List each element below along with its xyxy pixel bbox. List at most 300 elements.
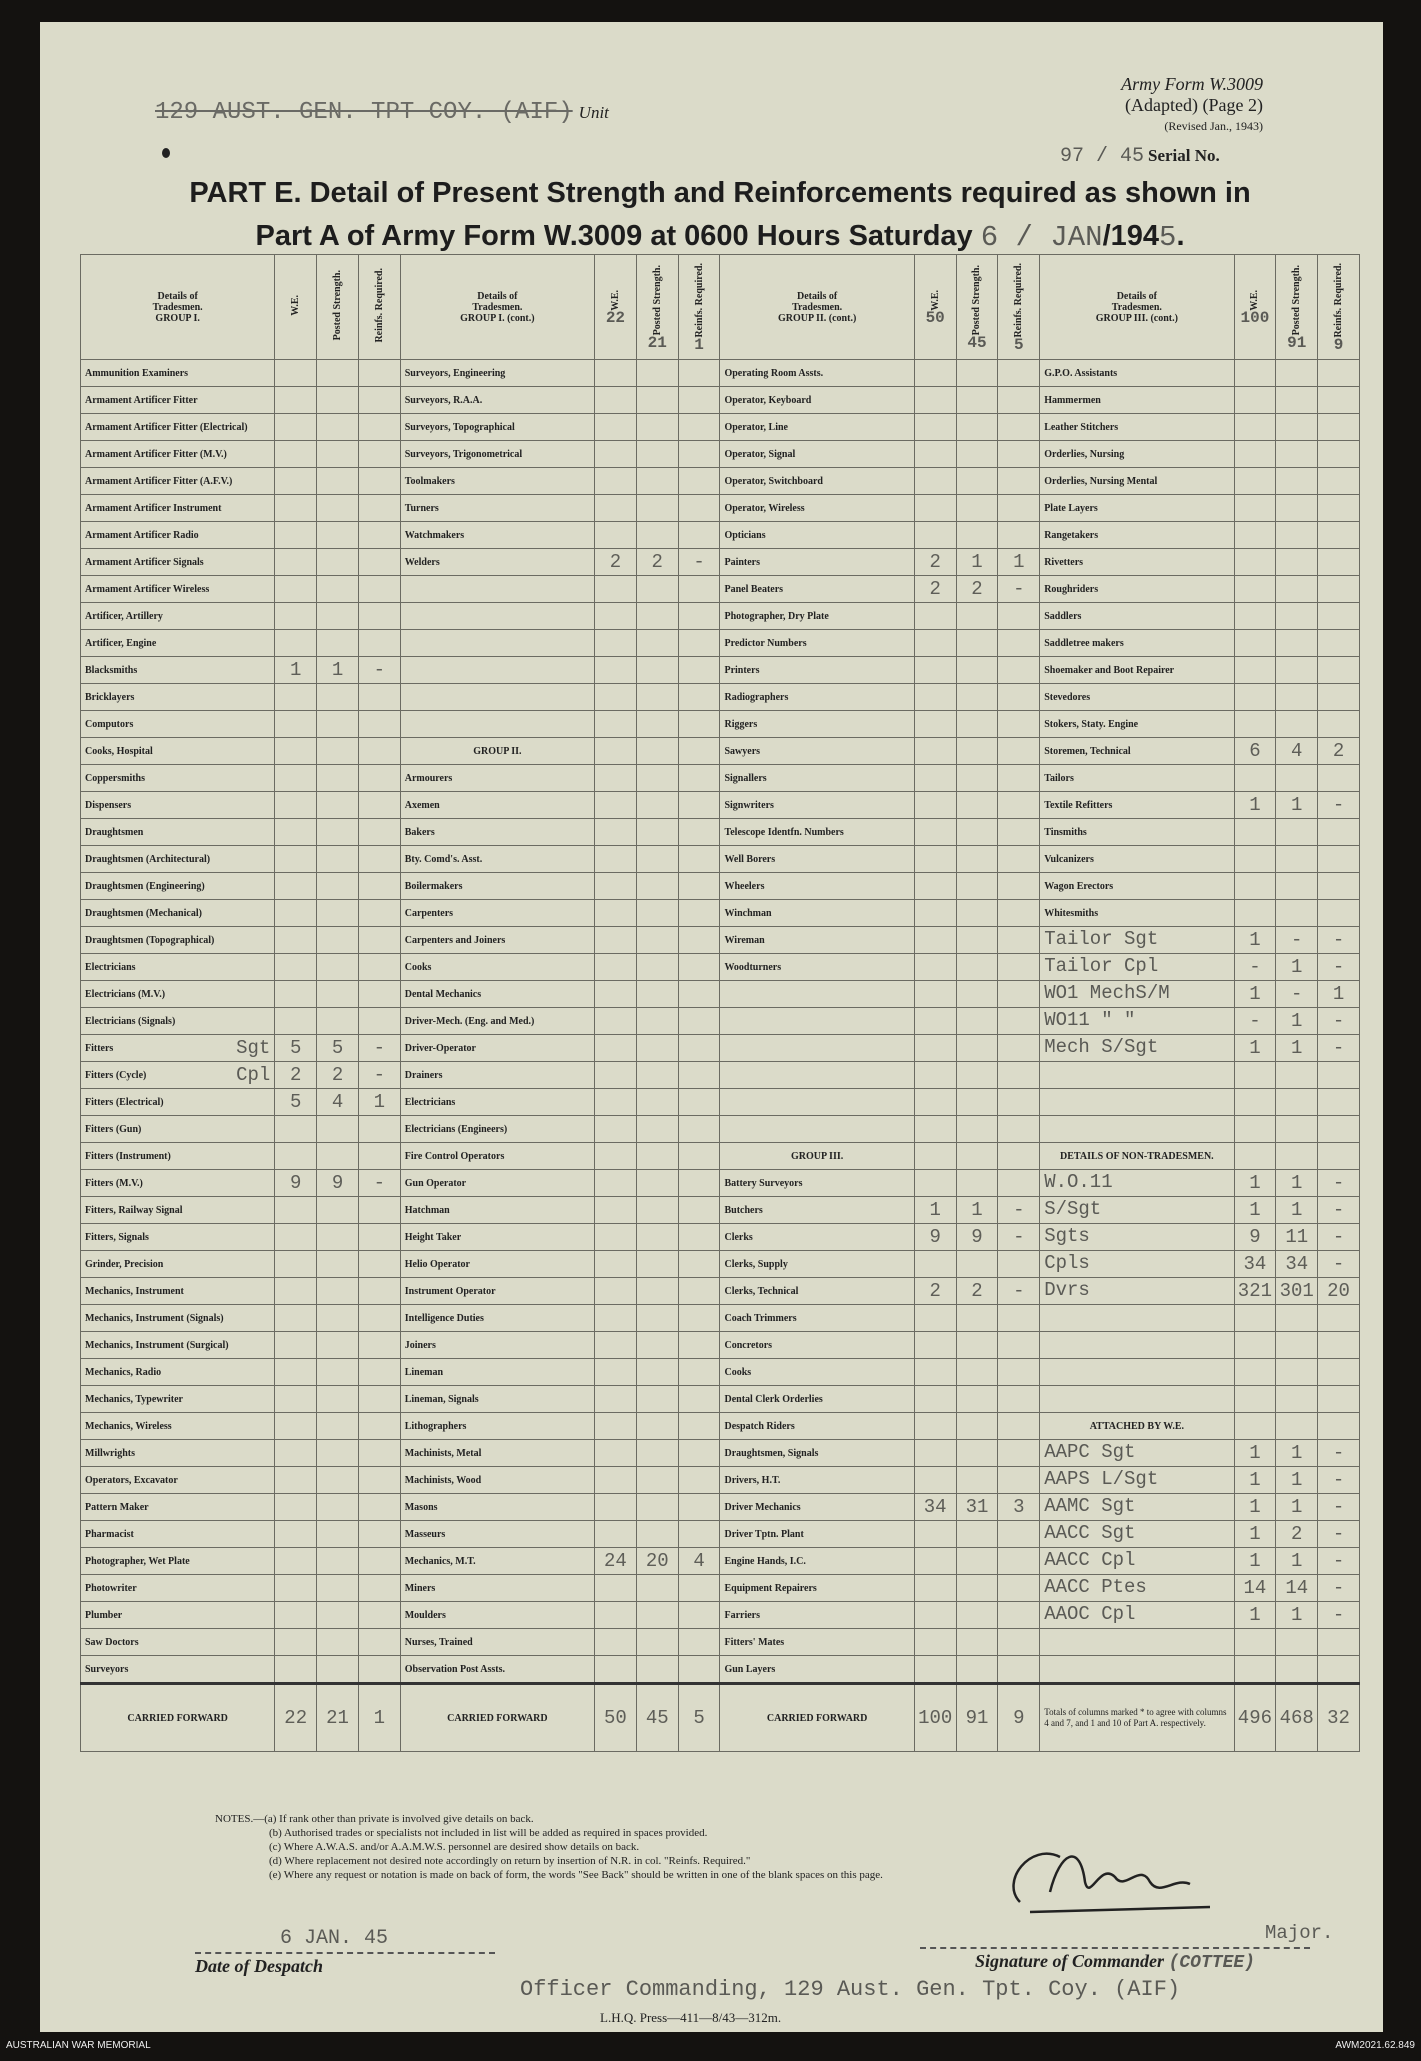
reinfs-value: [998, 657, 1040, 684]
trade-cell: Electricians: [81, 954, 275, 981]
we-value: [914, 1413, 956, 1440]
posted-value: [956, 1656, 998, 1684]
trade-cell: Carpenters: [400, 900, 594, 927]
posted-value: [1276, 1305, 1318, 1332]
reinfs-value: [998, 1008, 1040, 1035]
we-value: [595, 630, 637, 657]
we-value: [275, 873, 317, 900]
table-row: [81, 1602, 1360, 1629]
table-row: [81, 1035, 1360, 1062]
we-value: [1234, 684, 1276, 711]
despatch-date: 6 JAN. 45: [280, 1927, 389, 1950]
archive-left: AUSTRALIAN WAR MEMORIAL: [6, 2040, 151, 2051]
reinfs-value: [358, 1143, 400, 1170]
typed-entry: Tailor Sgt: [1044, 927, 1159, 950]
trade-cell: Lineman: [400, 1359, 594, 1386]
note-line: (b) Authorised trades or specialists not included in list will be added as required in spaces provided.: [269, 1827, 708, 1839]
we-value: 2: [914, 1278, 956, 1305]
carried-forward-label: CARRIED FORWARD: [400, 1684, 594, 1752]
reinfs-value: [358, 1197, 400, 1224]
we-value: [914, 1170, 956, 1197]
we-value: [595, 1305, 637, 1332]
trade-cell: [1040, 1278, 1234, 1305]
reinfs-value: [998, 846, 1040, 873]
typed-entry: Mech S/Sgt: [1044, 1035, 1159, 1058]
posted-value: [636, 1575, 678, 1602]
reinfs-value: [678, 900, 720, 927]
posted-value: [636, 360, 678, 387]
we-value: 1: [1234, 1440, 1276, 1467]
trade-cell: [1040, 1035, 1234, 1062]
we-value: [595, 846, 637, 873]
posted-grand-total: 468: [1276, 1684, 1318, 1752]
signature-block: [920, 1947, 1310, 1973]
head-group2-cont: Details of Tradesmen. GROUP II. (cont.): [720, 255, 914, 360]
posted-value: [956, 1602, 998, 1629]
posted-value: 1: [956, 549, 998, 576]
reinfs-value: [678, 1440, 720, 1467]
trade-cell: Surveyors, Engineering: [400, 360, 594, 387]
trade-cell: Turners: [400, 495, 594, 522]
trade-cell: Masseurs: [400, 1521, 594, 1548]
reinfs-value: [1318, 387, 1360, 414]
trade-cell: Draughtsmen (Architectural): [81, 846, 275, 873]
we-value: [595, 981, 637, 1008]
reinfs-value: [678, 1521, 720, 1548]
trade-cell: Tinsmiths: [1040, 819, 1234, 846]
trade-cell: Welders: [400, 549, 594, 576]
posted-value: [636, 1656, 678, 1684]
we-value: [914, 495, 956, 522]
trade-cell: Operators, Excavator: [81, 1467, 275, 1494]
we-value: [595, 1359, 637, 1386]
typed-rank: Cpl: [236, 1063, 271, 1086]
posted-value: [956, 981, 998, 1008]
posted-value: [956, 846, 998, 873]
we-value: [275, 549, 317, 576]
we-value: [595, 900, 637, 927]
posted-value: [956, 468, 998, 495]
posted-value: [317, 873, 359, 900]
table-row: [81, 1278, 1360, 1305]
posted-value: [956, 1143, 998, 1170]
trade-cell: [720, 1062, 914, 1089]
posted-value: [956, 1467, 998, 1494]
reinfs-total: 1: [358, 1684, 400, 1752]
trade-cell: [720, 1089, 914, 1116]
we-value: [595, 1629, 637, 1656]
reinfs-value: -: [358, 657, 400, 684]
we-value: [1234, 495, 1276, 522]
we-value: [595, 1089, 637, 1116]
posted-value: [317, 1143, 359, 1170]
trade-cell: Orderlies, Nursing Mental: [1040, 468, 1234, 495]
we-value: [595, 1278, 637, 1305]
notes-block: [215, 1812, 883, 1882]
posted-value: [1276, 360, 1318, 387]
we-value: 1: [914, 1197, 956, 1224]
we-value: [275, 495, 317, 522]
we-value: [275, 1116, 317, 1143]
we-value: [275, 414, 317, 441]
we-value: [914, 765, 956, 792]
we-value: [275, 981, 317, 1008]
we-value: [914, 441, 956, 468]
we-value: [1234, 765, 1276, 792]
reinfs-value: -: [1318, 1440, 1360, 1467]
reinfs-value: [358, 1602, 400, 1629]
posted-value: [956, 1062, 998, 1089]
posted-value: [1276, 657, 1318, 684]
reinfs-value: [678, 576, 720, 603]
table-row: [81, 468, 1360, 495]
we-value: [275, 1251, 317, 1278]
reinfs-value: [358, 1467, 400, 1494]
typed-entry: S/Sgt: [1044, 1197, 1102, 1220]
archive-right: AWM2021.62.849: [1335, 2040, 1415, 2051]
posted-value: [317, 1656, 359, 1684]
trade-cell: Machinists, Wood: [400, 1467, 594, 1494]
officer-commanding: Officer Commanding, 129 Aust. Gen. Tpt. Coy. (AIF): [520, 1977, 1181, 2002]
trade-cell: [1040, 1359, 1234, 1386]
posted-value: 14: [1276, 1575, 1318, 1602]
posted-value: [1276, 1413, 1318, 1440]
posted-value: [1276, 549, 1318, 576]
trade-cell: Fire Control Operators: [400, 1143, 594, 1170]
trade-cell: Armament Artificer Signals: [81, 549, 275, 576]
posted-value: [1276, 819, 1318, 846]
trade-cell: Engine Hands, I.C.: [720, 1548, 914, 1575]
trade-cell: Blacksmiths: [81, 657, 275, 684]
we-value: [1234, 1629, 1276, 1656]
posted-value: [636, 522, 678, 549]
we-value: [1234, 1089, 1276, 1116]
trade-cell: Fitters, Signals: [81, 1224, 275, 1251]
posted-value: [956, 630, 998, 657]
reinfs-value: [678, 1359, 720, 1386]
table-row: [81, 1575, 1360, 1602]
reinfs-value: [998, 1089, 1040, 1116]
reinfs-value: [1318, 1413, 1360, 1440]
we-value: [914, 1359, 956, 1386]
posted-value: 34: [1276, 1251, 1318, 1278]
trade-cell: [400, 576, 594, 603]
reinfs-value: [1318, 1305, 1360, 1332]
note-line: (c) Where A.W.A.S. and/or A.A.M.W.S. personnel are desired show details on back.: [269, 1841, 640, 1853]
reinfs-value: [998, 1575, 1040, 1602]
posted-value: [636, 1035, 678, 1062]
we-value: [914, 1521, 956, 1548]
we-value: [595, 360, 637, 387]
posted-value: [636, 1467, 678, 1494]
reinfs-value: [678, 1143, 720, 1170]
trade-cell: DETAILS OF NON-TRADESMEN.: [1040, 1143, 1234, 1170]
trade-cell: [1040, 1575, 1234, 1602]
table-row: [81, 1494, 1360, 1521]
reinfs-value: [678, 873, 720, 900]
we-value: [1234, 1332, 1276, 1359]
reinfs-value: [358, 603, 400, 630]
we-value: [275, 927, 317, 954]
table-row: [81, 792, 1360, 819]
posted-value: [956, 1440, 998, 1467]
posted-value: [1276, 1386, 1318, 1413]
carried-forward-label: CARRIED FORWARD: [81, 1684, 275, 1752]
we-value: 1: [1234, 1170, 1276, 1197]
posted-value: [636, 1386, 678, 1413]
reinfs-value: [358, 576, 400, 603]
posted-value: 1: [1276, 1548, 1318, 1575]
reinfs-value: [358, 522, 400, 549]
trade-cell: [400, 684, 594, 711]
typed-entry: Tailor Cpl: [1044, 954, 1159, 977]
reinfs-value: [358, 1224, 400, 1251]
trade-cell: Driver-Mech. (Eng. and Med.): [400, 1008, 594, 1035]
we-value: [1234, 630, 1276, 657]
reinfs-value: [998, 603, 1040, 630]
we-value: [914, 468, 956, 495]
posted-total: 21: [317, 1684, 359, 1752]
reinfs-value: [1318, 495, 1360, 522]
posted-value: [956, 360, 998, 387]
posted-value: [1276, 1116, 1318, 1143]
posted-value: [317, 1548, 359, 1575]
reinfs-value: [1318, 1332, 1360, 1359]
we-value: [275, 360, 317, 387]
table-row: [81, 441, 1360, 468]
trade-cell: Photowriter: [81, 1575, 275, 1602]
we-value: [914, 1656, 956, 1684]
trade-cell: Electricians (Signals): [81, 1008, 275, 1035]
trade-cell: Equipment Repairers: [720, 1575, 914, 1602]
trade-cell: [400, 630, 594, 657]
table-row: [81, 765, 1360, 792]
we-value: [914, 954, 956, 981]
reinfs-value: [1318, 1656, 1360, 1684]
we-value: [275, 1656, 317, 1684]
reinfs-value: [678, 1575, 720, 1602]
we-value: [595, 684, 637, 711]
posted-value: [1276, 1143, 1318, 1170]
reinfs-value: [998, 1629, 1040, 1656]
trade-cell: Butchers: [720, 1197, 914, 1224]
title-year-typed: 5: [1159, 221, 1177, 254]
head-posted: Posted Strength. 21: [636, 255, 678, 360]
title-line-1: PART E. Detail of Present Strength and Reinforcements required as shown in: [189, 177, 1251, 209]
reinfs-value: [358, 1521, 400, 1548]
trade-cell: Miners: [400, 1575, 594, 1602]
trade-cell: [1040, 1602, 1234, 1629]
reinfs-value: [358, 738, 400, 765]
we-value: [275, 954, 317, 981]
reinfs-value: [678, 792, 720, 819]
reinfs-value: [998, 954, 1040, 981]
form-line-2: (Adapted) (Page 2): [1125, 95, 1263, 115]
posted-value: [956, 1548, 998, 1575]
we-value: [1234, 819, 1276, 846]
we-value: 1: [1234, 1494, 1276, 1521]
we-value: [1234, 1413, 1276, 1440]
reinfs-value: [678, 1629, 720, 1656]
we-value: [275, 1602, 317, 1629]
reinfs-value: -: [998, 1197, 1040, 1224]
reinfs-value: 1: [1318, 981, 1360, 1008]
posted-total: 91: [956, 1684, 998, 1752]
posted-value: [956, 711, 998, 738]
reinfs-value: [358, 549, 400, 576]
head-we: W.E. 50: [914, 255, 956, 360]
we-value: [914, 1305, 956, 1332]
reinfs-value: [998, 1305, 1040, 1332]
posted-value: [317, 1494, 359, 1521]
trade-cell: [1040, 1656, 1234, 1684]
trade-cell: Draughtsmen, Signals: [720, 1440, 914, 1467]
typed-entry: AACC Ptes: [1044, 1575, 1147, 1598]
posted-value: -: [1276, 927, 1318, 954]
we-value: 2: [914, 576, 956, 603]
typed-entry: AAPC Sgt: [1044, 1440, 1136, 1463]
reinfs-value: [678, 387, 720, 414]
trade-cell: [1040, 1251, 1234, 1278]
table-row: [81, 927, 1360, 954]
reinfs-value: [358, 765, 400, 792]
table-row: [81, 414, 1360, 441]
posted-value: 2: [1276, 1521, 1318, 1548]
trade-cell: Mechanics, M.T.: [400, 1548, 594, 1575]
reinfs-value: [998, 873, 1040, 900]
table-row: [81, 1467, 1360, 1494]
head-posted: Posted Strength.: [317, 255, 359, 360]
trade-cell: Textile Refitters: [1040, 792, 1234, 819]
reinfs-value: [998, 765, 1040, 792]
posted-value: [317, 1467, 359, 1494]
trade-cell: Predictor Numbers: [720, 630, 914, 657]
posted-value: [956, 1170, 998, 1197]
trade-cell: Operator, Line: [720, 414, 914, 441]
posted-value: [317, 522, 359, 549]
table-row: [81, 603, 1360, 630]
ink-blot: [162, 148, 170, 158]
table-head-row: [81, 255, 1360, 360]
posted-value: -: [1276, 981, 1318, 1008]
reinfs-value: [678, 1305, 720, 1332]
table-row: [81, 1440, 1360, 1467]
posted-value: [636, 1224, 678, 1251]
we-value: [914, 711, 956, 738]
we-value: [595, 603, 637, 630]
reinfs-value: [998, 1386, 1040, 1413]
posted-value: [1276, 1089, 1318, 1116]
reinfs-value: [1318, 657, 1360, 684]
posted-value: 1: [1276, 1494, 1318, 1521]
trade-cell: Bakers: [400, 819, 594, 846]
unit-line: [155, 98, 609, 126]
posted-value: [1276, 711, 1318, 738]
we-value: [275, 1224, 317, 1251]
trade-cell: Fitters Sgt: [81, 1035, 275, 1062]
reinfs-value: [678, 1494, 720, 1521]
reinfs-value: -: [1318, 1197, 1360, 1224]
we-value: [275, 387, 317, 414]
we-value: [595, 441, 637, 468]
reinfs-value: -: [1318, 1521, 1360, 1548]
reinfs-value: [998, 1332, 1040, 1359]
posted-value: [1276, 495, 1318, 522]
trade-cell: Gun Layers: [720, 1656, 914, 1684]
reinfs-value: [998, 1440, 1040, 1467]
trade-cell: Plumber: [81, 1602, 275, 1629]
we-value: 1: [1234, 1035, 1276, 1062]
we-value: [595, 1251, 637, 1278]
despatch-block: [120, 1927, 495, 1977]
we-total: 100: [914, 1684, 956, 1752]
trade-cell: Saddletree makers: [1040, 630, 1234, 657]
trade-cell: Cooks: [720, 1359, 914, 1386]
we-value: [595, 657, 637, 684]
reinfs-value: [998, 1467, 1040, 1494]
posted-value: [317, 1224, 359, 1251]
we-value: [914, 414, 956, 441]
trade-cell: [400, 657, 594, 684]
reinfs-value: [1318, 711, 1360, 738]
trade-cell: Fitters' Mates: [720, 1629, 914, 1656]
posted-value: [956, 792, 998, 819]
reinfs-value: [998, 1359, 1040, 1386]
reinfs-value: [998, 630, 1040, 657]
we-value: [595, 1116, 637, 1143]
posted-value: 1: [1276, 954, 1318, 981]
trade-cell: Radiographers: [720, 684, 914, 711]
table-row: [81, 711, 1360, 738]
typed-entry: AAMC Sgt: [1044, 1494, 1136, 1517]
posted-value: [317, 360, 359, 387]
we-value: 34: [1234, 1251, 1276, 1278]
we-value: [595, 1035, 637, 1062]
we-value: [595, 1008, 637, 1035]
trade-cell: Toolmakers: [400, 468, 594, 495]
posted-value: [1276, 765, 1318, 792]
trade-cell: Orderlies, Nursing: [1040, 441, 1234, 468]
reinfs-total: 5: [678, 1684, 720, 1752]
head-group1-cont: Details of Tradesmen. GROUP I. (cont.): [400, 255, 594, 360]
we-value: [275, 441, 317, 468]
we-value: [595, 738, 637, 765]
reinfs-value: [1318, 1062, 1360, 1089]
trade-cell: [1040, 1197, 1234, 1224]
reinfs-value: [358, 900, 400, 927]
typed-entry: AAPS L/Sgt: [1044, 1467, 1159, 1490]
we-value: [275, 1359, 317, 1386]
we-value: [1234, 441, 1276, 468]
trade-cell: [1040, 1062, 1234, 1089]
trade-cell: [720, 1008, 914, 1035]
reinfs-value: [678, 1008, 720, 1035]
reinfs-value: -: [1318, 1224, 1360, 1251]
table-row: [81, 1116, 1360, 1143]
we-value: 1: [1234, 1197, 1276, 1224]
trade-cell: [1040, 1521, 1234, 1548]
trade-cell: Armament Artificer Fitter: [81, 387, 275, 414]
posted-value: [636, 1440, 678, 1467]
we-value: [275, 684, 317, 711]
trade-cell: Armament Artificer Radio: [81, 522, 275, 549]
table-row: [81, 1062, 1360, 1089]
reinfs-value: [998, 441, 1040, 468]
posted-value: 1: [1276, 1008, 1318, 1035]
posted-value: [636, 900, 678, 927]
posted-value: [317, 576, 359, 603]
reinfs-value: -: [1318, 1602, 1360, 1629]
